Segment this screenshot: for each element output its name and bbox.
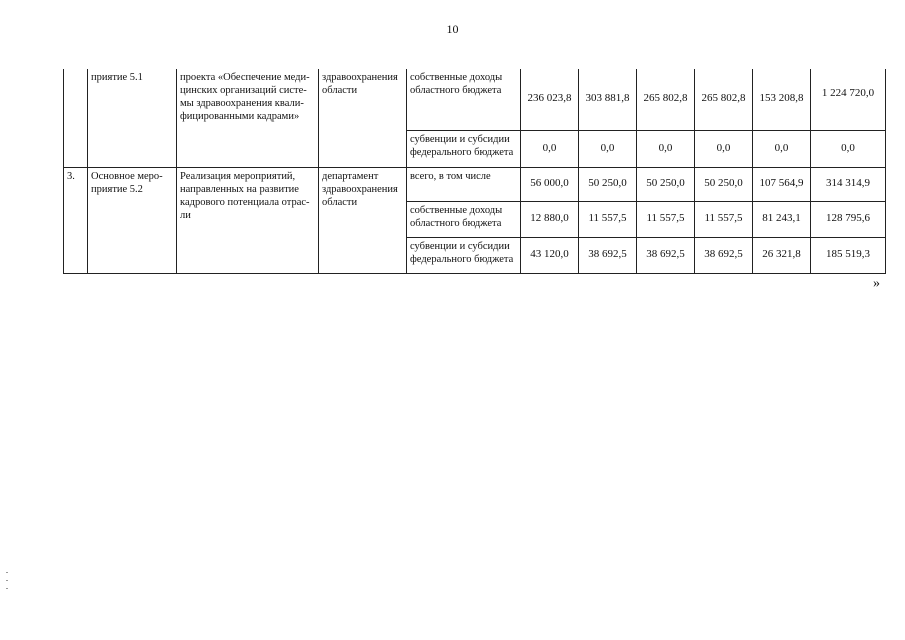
funding-source: собственные доходы областного бюджета [407,201,521,237]
value-cell: 56 000,0 [521,167,579,201]
scan-artifact [6,588,8,589]
value-cell: 50 250,0 [695,167,753,201]
executor: департамент здравоохранения области [319,167,407,273]
page-number: 10 [446,22,459,36]
value-cell: 26 321,8 [753,237,811,273]
event-description: Реализация мероприятий, направленных на развитие кадрового потенциала отрас-ли [177,167,319,273]
value-cell: 107 564,9 [753,167,811,201]
row-number: 3. [64,167,88,273]
row-number [64,69,88,167]
value-cell: 265 802,8 [637,69,695,130]
event-description: проекта «Обеспечение меди-цинских организаций систе-мы здравоохранения квали-фицированными кадрами» [177,69,319,167]
value-cell: 50 250,0 [637,167,695,201]
funding-source: собственные доходы областного бюджета [407,69,521,130]
value-cell: 38 692,5 [695,237,753,273]
value-cell: 12 880,0 [521,201,579,237]
value-cell: 0,0 [637,130,695,167]
value-cell: 50 250,0 [579,167,637,201]
event-name: приятие 5.1 [88,69,177,167]
value-cell: 265 802,8 [695,69,753,130]
value-cell: 11 557,5 [637,201,695,237]
value-cell: 38 692,5 [579,237,637,273]
event-name: Основное меро-приятие 5.2 [88,167,177,273]
total-cell: 0,0 [811,130,886,167]
funding-source: субвенции и субсидии федерального бюджета [407,130,521,167]
value-cell: 236 023,8 [521,69,579,130]
value-cell: 11 557,5 [579,201,637,237]
table-row [64,167,886,201]
total-cell: 128 795,6 [811,201,886,237]
closing-quote: » [873,276,880,291]
value-cell: 0,0 [521,130,579,167]
value-cell: 11 557,5 [695,201,753,237]
value-cell: 81 243,1 [753,201,811,237]
table-row [64,69,886,130]
value-cell: 303 881,8 [579,69,637,130]
funding-source: субвенции и субсидии федерального бюджета [407,237,521,273]
value-cell: 0,0 [579,130,637,167]
value-cell: 43 120,0 [521,237,579,273]
total-cell: 1 224 720,0 [811,69,886,130]
value-cell: 153 208,8 [753,69,811,130]
funding-source: всего, в том числе [407,167,521,201]
scan-artifact [6,572,8,573]
total-cell: 314 314,9 [811,167,886,201]
total-cell: 185 519,3 [811,237,886,273]
value-cell: 0,0 [753,130,811,167]
executor: здравоохранения области [319,69,407,167]
scan-artifact [6,580,8,581]
budget-table [63,69,886,274]
value-cell: 0,0 [695,130,753,167]
value-cell: 38 692,5 [637,237,695,273]
